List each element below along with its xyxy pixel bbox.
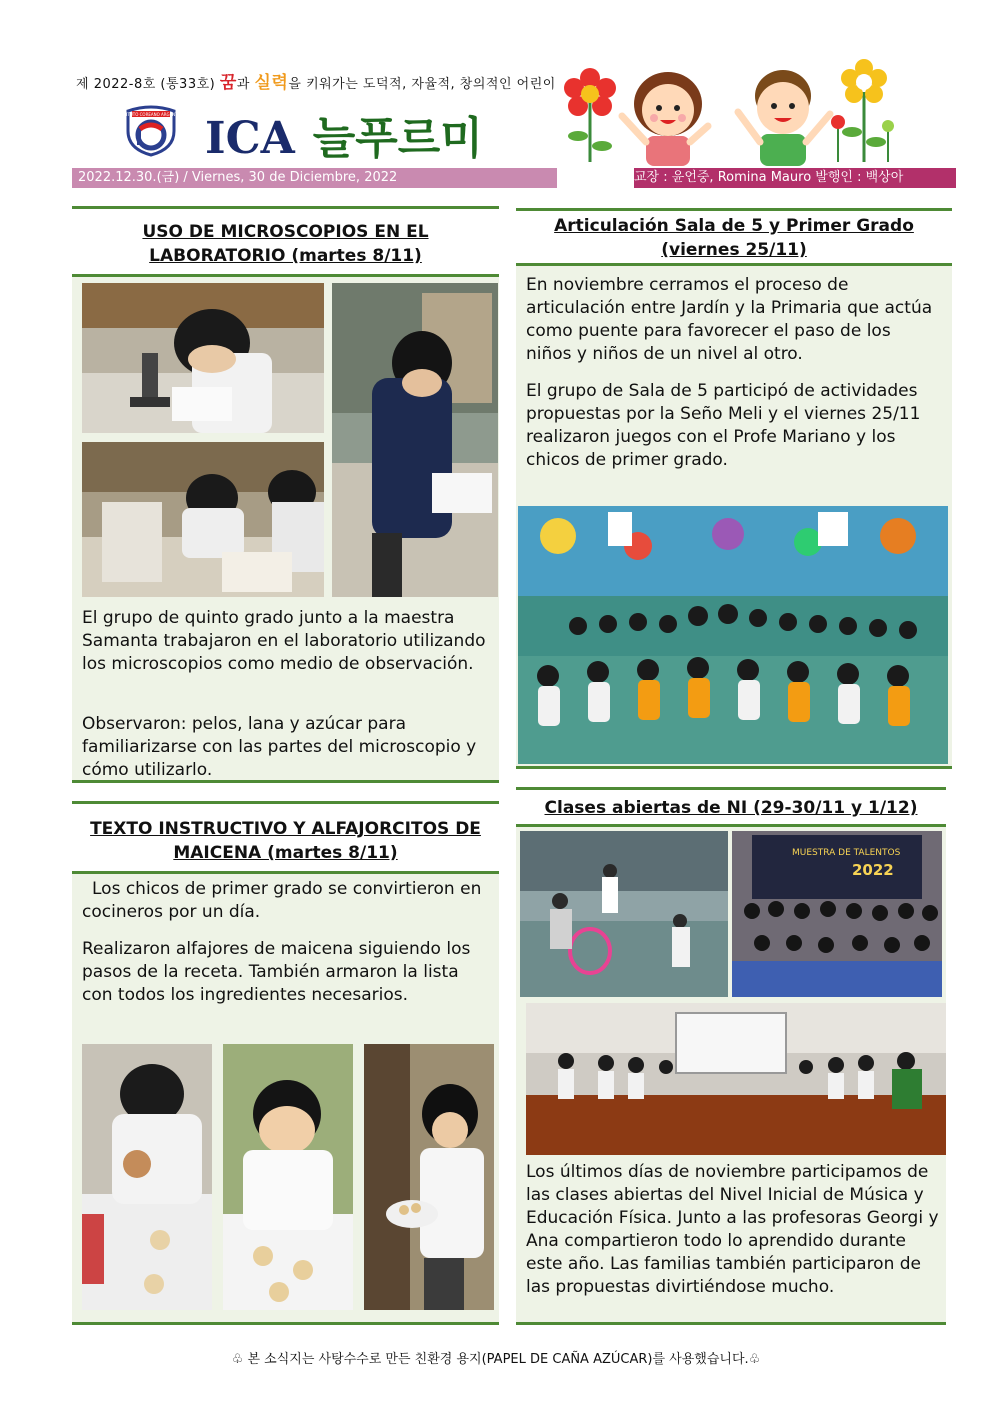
articulacion-paragraph-2: El grupo de Sala de 5 participó de actividades propuestas por la Seño Meli y el viernes 25/11 realizaron juegos con el Profe Mariano y los chicos de primer grado. [526,381,921,470]
title-line: (viernes 25/11) [661,240,807,260]
footer-note: ♧ 본 소식지는 사탕수수로 만든 친환경 용지(PAPEL DE CAÑA AZÚCAR)를 사용했습니다.♧ [231,1352,761,1367]
clases-paragraph-1: Los últimos días de noviembre participamos de las clases abiertas del Nivel Inicial de Música y Educación Física. Junto a las profesoras Georgi y Ana compartieron todo lo aprendido durante este año. Las familias también participaron de las propuestas divirtiéndose mucho. [526,1162,939,1297]
logo-text: INSTITUTO COREANO ARGENTINO [117,112,185,117]
photo-girl-writing [332,283,498,597]
section-rule [72,780,499,783]
newsletter-name-ko: 늘푸르미 [312,113,483,164]
articulacion-paragraph-1: En noviembre cerramos el proceso de articulación entre Jardín y la Primaria que actúa como puente para favorecer el paso de los niños y niños de un nivel al otro. [526,275,933,364]
title-line: TEXTO INSTRUCTIVO Y ALFAJORCITOS DE [90,819,481,839]
staff-credits: 교장 : 윤언중, Romina Mauro 발행인 : 백상아 [634,170,904,185]
microscopios-paragraph-2: Observaron: pelos, lana y azúcar para familiarizarse con las partes del microscopio y cómo utilizarlo. [82,714,477,780]
issue-motto: 을 키워가는 도덕적, 자율적, 창의적인 어린이 [288,77,556,92]
photo-students-microscopes [82,442,324,597]
section-rule [516,787,946,790]
photo-microscope-girl [82,283,324,433]
newsletter-name-en: ICA [205,113,295,164]
section-rule [72,801,499,804]
issue-date: 2022.12.30.(금) / Viernes, 30 de Diciembre, 2022 [72,168,557,188]
date-bar-gap [557,168,634,188]
girl-figure-icon [622,72,708,166]
issue-particle: 과 [236,77,250,92]
section-title-microscopios [72,220,499,268]
photo-musica-circle [526,1003,946,1155]
title-line: Clases abiertas de NI (29-30/11 y 1/12) [544,798,918,818]
photo-group-sala5 [518,506,948,764]
section-rule [516,766,952,769]
newsletter-title [205,102,483,166]
issue-number: 제 2022-8호 (통33호) [76,77,216,92]
photo-boy-alfajor [82,1044,212,1310]
photo-gym-hoop [520,831,728,997]
texto-paragraph-1: Los chicos de primer grado se convirtieron en cocineros por un día. [82,879,482,922]
section-title-texto [72,817,499,865]
section-panel-articulacion [516,266,952,766]
banner-text: MUESTRA DE TALENTOS [792,848,901,858]
date-bar [72,168,956,188]
red-flower-icon [564,68,616,162]
photo-muestra-talentos [732,831,942,997]
section-panel-texto [72,874,499,1322]
section-title-clases [516,796,946,820]
yellow-flower-icon [841,59,887,162]
school-logo-icon [117,101,185,157]
section-rule [516,208,952,211]
microscopios-paragraph-1: El grupo de quinto grado junto a la maestra Samanta trabajaron en el laboratorio utilizando los microscopios como medio de observación. [82,608,486,674]
section-panel-clases [516,827,946,1322]
section-panel-microscopios [72,277,499,780]
photo-boy-spoon [223,1044,353,1310]
section-rule [72,1322,499,1325]
title-line: MAICENA (martes 8/11) [173,843,398,863]
section-rule [516,1322,946,1325]
title-line: Articulación Sala de 5 y Primer Grado [554,216,914,236]
boy-figure-icon [738,70,830,166]
section-rule [72,206,499,209]
banner-year: 2022 [852,861,894,879]
word-skill: 실력 [254,73,289,93]
photo-girl-plate [364,1044,494,1310]
word-dream: 꿈 [219,73,237,93]
title-line: USO DE MICROSCOPIOS EN EL [142,222,429,242]
texto-paragraph-2: Realizaron alfajores de maicena siguiendo los pasos de la receta. También armaron la lista con todos los ingredientes necesarios. [82,939,471,1005]
section-title-articulacion [516,214,952,262]
title-line: LABORATORIO (martes 8/11) [149,246,422,266]
issue-line [76,68,556,93]
kids-flowers-illustration [558,56,898,166]
